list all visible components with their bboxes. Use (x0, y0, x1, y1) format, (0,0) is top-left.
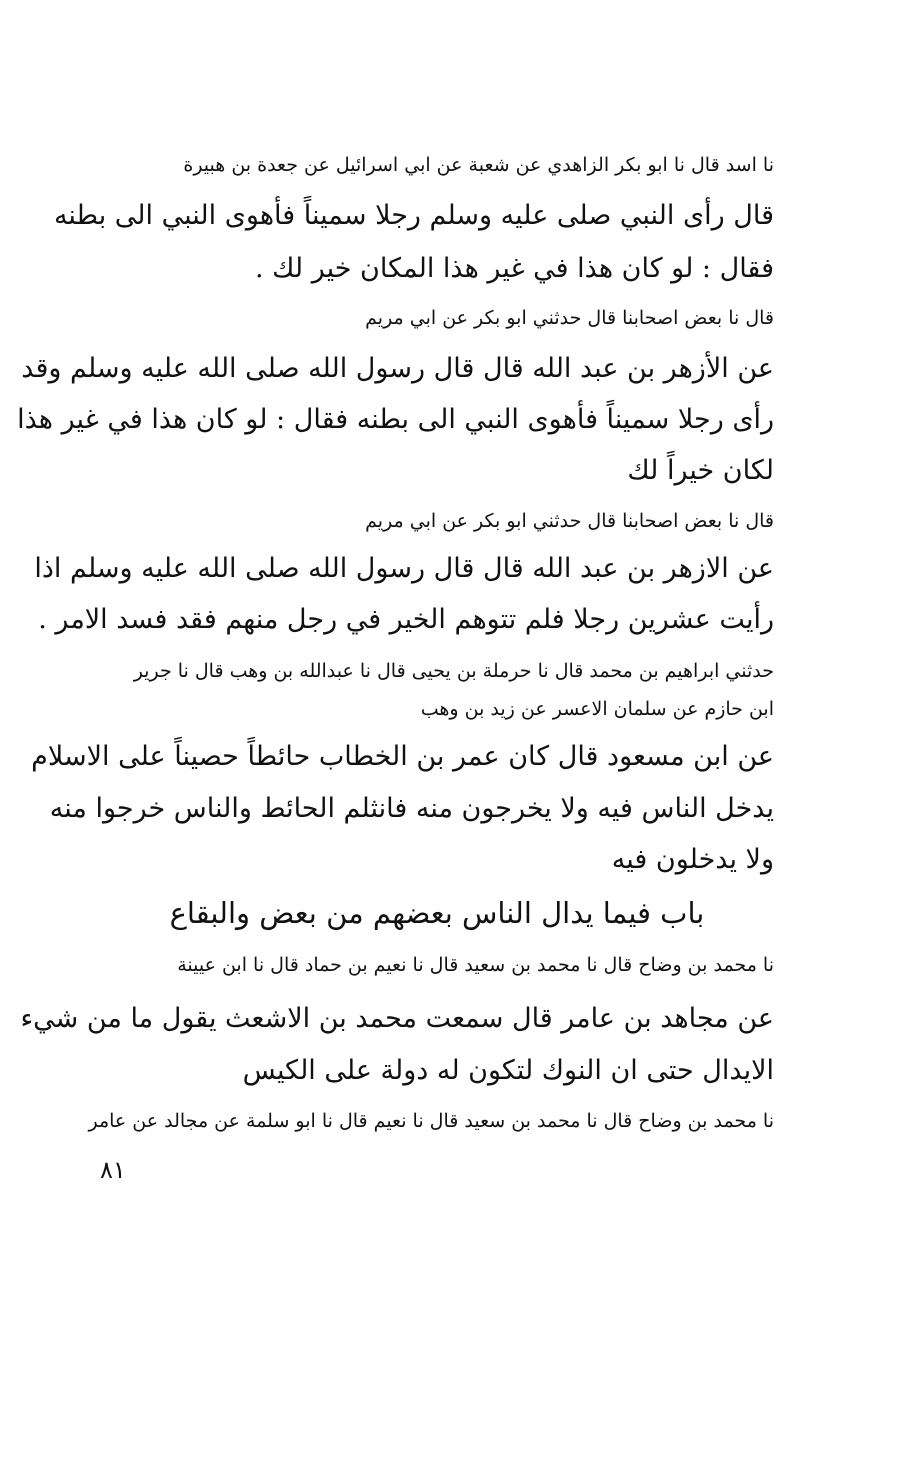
text-line: الايدال حتى ان النوك لتكون له دولة على الكيس (242, 1055, 774, 1086)
text-line: عن الأزهر بن عبد الله قال قال رسول الله صلى الله عليه وسلم وقد (21, 353, 774, 384)
text-line: قال نا بعض اصحابنا قال حدثني ابو بكر عن ابي مريم (365, 307, 774, 329)
section-heading: باب فيما يدال الناس بعضهم من بعض والبقاع (169, 896, 705, 930)
text-line: عن الازهر بن عبد الله قال قال رسول الله صلى الله عليه وسلم اذا (34, 553, 774, 584)
text-line: ولا يدخلون فيه (611, 844, 774, 875)
text-line: فقال : لو كان هذا في غير هذا المكان خير لك . (255, 253, 774, 284)
text-line: نا محمد بن وضاح قال نا محمد بن سعيد قال نا نعيم قال نا ابو سلمة عن مجالد عن عامر (88, 1110, 774, 1132)
text-line: نا محمد بن وضاح قال نا محمد بن سعيد قال نا نعيم بن حماد قال نا ابن عيينة (177, 954, 774, 976)
text-line: يدخل الناس فيه ولا يخرجون منه فانثلم الحائط والناس خرجوا منه (49, 793, 774, 824)
text-line: عن مجاهد بن عامر قال سمعت محمد بن الاشعث يقول ما من شيء (20, 1003, 774, 1034)
text-line: ابن حازم عن سلمان الاعسر عن زيد بن وهب (420, 698, 774, 720)
text-line: رأيت عشرين رجلا فلم تتوهم الخير في رجل منهم فقد فسد الامر . (38, 604, 774, 635)
page-number: ٨١ (100, 1156, 126, 1184)
text-line: لكان خيراً لك (627, 455, 774, 486)
text-line: عن ابن مسعود قال كان عمر بن الخطاب حائطاً حصيناً على الاسلام (31, 741, 774, 772)
text-line: نا اسد قال نا ابو بكر الزاهدي عن شعبة عن ابي اسرائيل عن جعدة بن هبيرة (183, 154, 774, 176)
text-line: رأى رجلا سميناً فأهوى النبي الى بطنه فقال : لو كان هذا في غير هذا (17, 404, 774, 435)
text-line: قال نا بعض اصحابنا قال حدثني ابو بكر عن ابي مريم (365, 510, 774, 532)
text-line: قال رأى النبي صلى عليه وسلم رجلا سميناً فأهوى النبي الى بطنه (53, 200, 774, 231)
text-line: حدثني ابراهيم بن محمد قال نا حرملة بن يحيى قال نا عبدالله بن وهب قال نا جرير (133, 660, 774, 682)
